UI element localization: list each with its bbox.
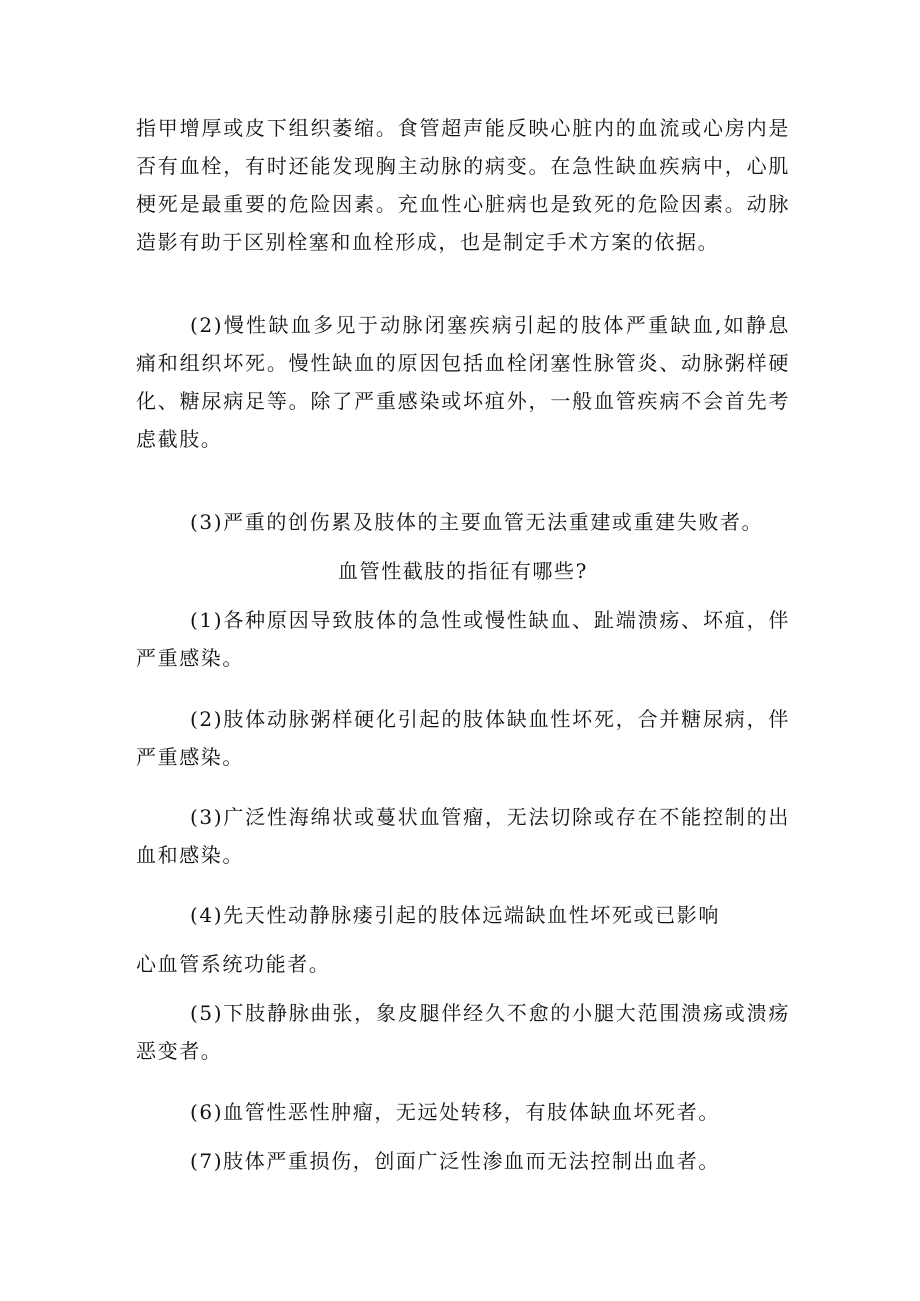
indication-item-7: (7)肢体严重损伤，创面广泛性渗血而无法控制出血者。	[190, 1149, 720, 1173]
indication-item-3: (3)广泛性海绵状或蔓状血管瘤，无法切除或存在不能控制的出血和感染。	[136, 805, 790, 867]
indication-item-2: (2)肢体动脉粥样硬化引起的肢体缺血性坏死，合并糖尿病，伴严重感染。	[136, 707, 790, 769]
indication-item-1: (1)各种原因导致肢体的急性或慢性缺血、趾端溃疡、坏疽，伴严重感染。	[136, 608, 790, 670]
paragraph-echocardiography: 指甲增厚或皮下组织萎缩。食管超声能反映心脏内的血流或心房内是否有血栓，有时还能发现胸主动脉的病变。在急性缺血疾病中，心肌梗死是最重要的危险因素。充血性心脏病也是致死的危险因素。动脉造影有助于区别栓塞和血栓形成，也是制定手术方案的依据。	[136, 116, 790, 254]
paragraph-chronic-ischemia: (2)慢性缺血多见于动脉闭塞疾病引起的肢体严重缺血,如静息痛和组织坏死。慢性缺血的原因包括血栓闭塞性脉管炎、动脉粥样硬化、糖尿病足等。除了严重感染或坏疽外，一般血管疾病不会首先考虑截肢。	[136, 313, 790, 451]
paragraph-severe-trauma: (3)严重的创伤累及肢体的主要血管无法重建或重建失败者。	[190, 510, 764, 534]
indication-item-6: (6)血管性恶性肿瘤，无远处转移，有肢体缺血坏死者。	[190, 1100, 720, 1124]
section-title: 血管性截肢的指征有哪些?	[338, 559, 588, 583]
indication-item-5: (5)下肢静脉曲张，象皮腿伴经久不愈的小腿大范围溃疡或溃疡恶变者。	[136, 1001, 790, 1063]
indication-item-4-continuation: 心血管系统功能者。	[136, 952, 331, 976]
indication-item-4: (4)先天性动静脉瘘引起的肢体远端缺血性坏死或已影响	[190, 903, 720, 927]
